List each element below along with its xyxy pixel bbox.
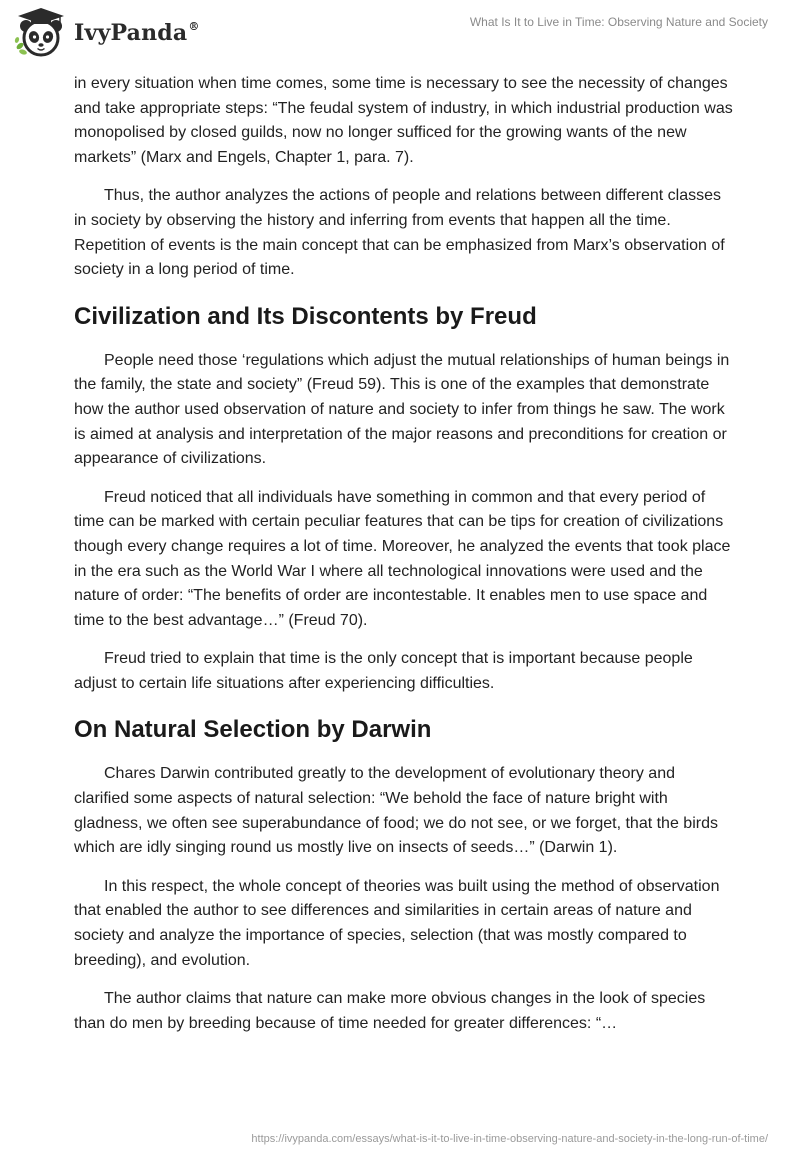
paragraph: Freud noticed that all individuals have something in common and that every period of time can be marked with certain peculiar features that can be tips for creation of civilizations though every change requires a lot of time. Moreover, he analyzed the events that took place in the era such as the World War I where all technological innovations were used and the nature of order: “The benefits of order are incontestable. It enables men to use space and time to the best advantage…” (Freud 70). — [74, 488, 731, 629]
paragraph: The author claims that nature can make more obvious changes in the look of species than do men by breeding because of time needed for greater differences: “… — [74, 990, 706, 1032]
paragraph: Thus, the author analyzes the actions of people and relations between different classes in society by observing the history and inferring from events that happen all the time. Repetition of events is the main concept that can be emphasized from Marx’s observation of society in a long period of time. — [74, 187, 725, 279]
ivypanda-logo[interactable] — [14, 6, 200, 58]
paragraph: In this respect, the whole concept of theories was built using the method of observation that enabled the author to see differences and similarities in certain areas of nature and society and analyze the importance of species, selection (that was mostly compared to breeding), and evolution. — [74, 877, 720, 969]
section-heading-freud: Civilization and Its Discontents by Freud — [74, 302, 537, 330]
essay-body — [74, 72, 734, 1050]
source-url-link[interactable]: https://ivypanda.com/essays/what-is-it-to-live-in-time-observing-nature-and-society-in-the-long-run-of-time/ — [251, 1133, 768, 1145]
paragraph: Freud tried to explain that time is the only concept that is important because people adjust to certain life situations after experiencing difficulties. — [74, 650, 693, 692]
paragraph: Chares Darwin contributed greatly to the development of evolutionary theory and clarified some aspects of natural selection: “We behold the face of nature bright with gladness, we often see superabundance of food; we do not see, or we forget, that the birds which are idly singing round us mostly live on insects of seeds…” (Darwin 1). — [74, 765, 718, 857]
paragraph: People need those ‘regulations which adjust the mutual relationships of human beings in the family, the state and society” (Freud 59). This is one of the examples that demonstrate how the author used observation of nature and society to infer from things he saw. The work is aimed at analysis and interpretation of the major reasons and preconditions for creation or appearance of civilizations. — [74, 351, 730, 468]
paragraph: in every situation when time comes, some time is necessary to see the necessity of changes and take appropriate steps: “The feudal system of industry, in which industrial production was monopolised by closed guilds, now no longer sufficed for the growing wants of the new markets” (Marx and Engels, Chapter 1, para. 7). — [74, 75, 733, 166]
section-heading-darwin: On Natural Selection by Darwin — [74, 716, 432, 744]
page-header — [0, 0, 800, 64]
brand-name: IvyPanda® — [74, 20, 200, 46]
document-title: What Is It to Live in Time: Observing Nature and Society — [469, 15, 768, 29]
panda-graduation-cap-icon — [14, 6, 68, 58]
registered-mark: ® — [188, 20, 200, 33]
